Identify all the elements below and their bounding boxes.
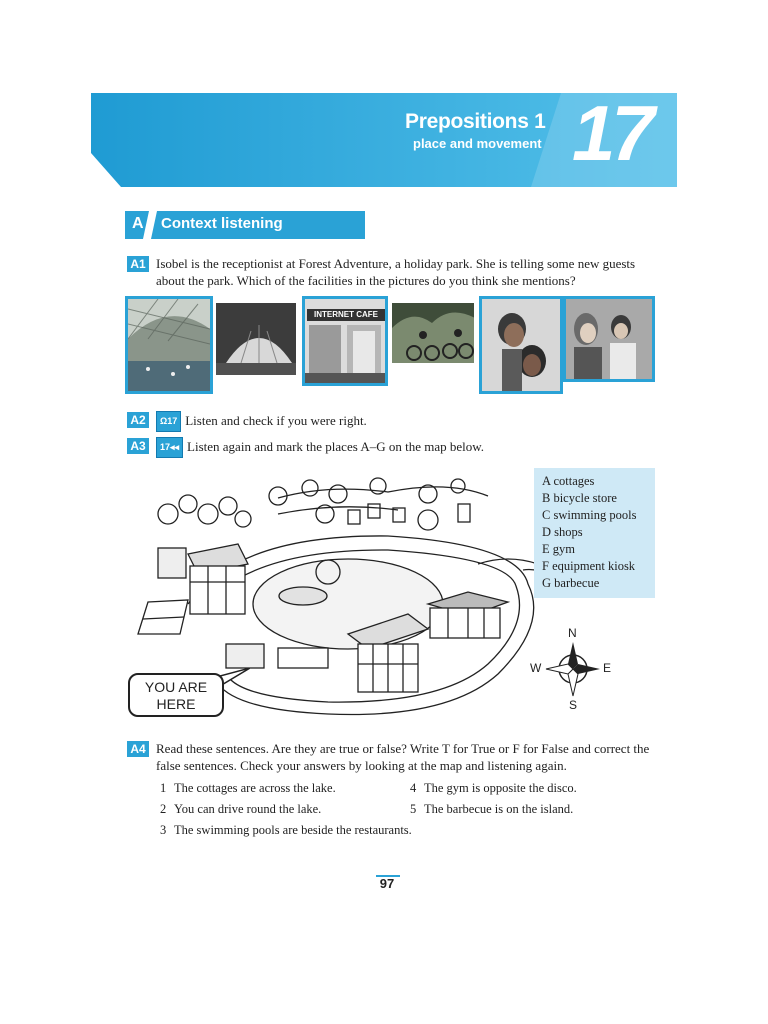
internet-cafe-photo (302, 296, 388, 386)
page-number: 97 (379, 876, 395, 891)
key-item: F equipment kiosk (542, 559, 636, 573)
statement-item (410, 781, 577, 796)
a4-text: Read these sentences. Are they are true or false? Write T for True or F for False and correct the false sentences. Check your answers by looking at the map and listening again. (156, 741, 650, 773)
key-item: D shops (542, 525, 583, 539)
hairdresser-photo (479, 296, 563, 394)
section-title: Context listening (161, 215, 283, 232)
callout-pointer (220, 668, 250, 688)
statement-item (160, 823, 412, 838)
you-are-here-line1: YOU ARE (144, 679, 208, 695)
statement-item (410, 802, 573, 817)
statement-text: The gym is opposite the disco. (424, 781, 577, 795)
you-are-here-line2: HERE (156, 696, 196, 712)
a2-text: Listen and check if you were right. (185, 413, 367, 428)
disco-photo (563, 296, 655, 382)
a2-tag: A2 (127, 412, 149, 428)
hairdresser-image (482, 299, 560, 391)
statement-text: You can drive round the lake. (174, 802, 322, 816)
cafe-storefront (305, 299, 385, 383)
a1-text: Isobel is the receptionist at Forest Adventure, a holiday park. She is telling some new guests about the park. Which of the facilities in the pictures do you think she mentions? (156, 256, 636, 288)
map-key (534, 468, 655, 598)
a4-tag: A4 (127, 741, 149, 757)
key-item: C swimming pools (542, 508, 637, 522)
swimming-pool-photo (125, 296, 213, 394)
dancing-people-image (566, 299, 652, 379)
statement-text: The cottages are across the lake. (174, 781, 336, 795)
a2-line (156, 411, 636, 432)
compass-south: S (569, 698, 578, 712)
cyclists-image (392, 303, 477, 366)
compass-north: N (568, 626, 577, 640)
statement-text: The swimming pools are beside the restaurants. (174, 823, 412, 837)
statement-number: 5 (410, 802, 417, 816)
compass-rose (530, 624, 620, 714)
statement-number: 4 (410, 781, 417, 795)
a1-tag: A1 (127, 256, 149, 272)
statement-text: The barbecue is on the island. (424, 802, 574, 816)
pool-dome-image (128, 299, 210, 391)
a3-text: Listen again and mark the places A–G on the map below. (187, 439, 485, 454)
key-item: G barbecue (542, 576, 600, 590)
you-are-here-callout (128, 673, 224, 717)
unit-number: 17 (572, 89, 651, 177)
section-letter: A (132, 215, 144, 232)
cafe-sign: INTERNET CAFE (307, 309, 385, 321)
bicycles-photo (389, 300, 477, 366)
statement-number: 1 (160, 781, 167, 795)
key-item: E gym (542, 542, 575, 556)
audio-track-badge[interactable]: Ω17 (156, 411, 181, 432)
compass-west: W (530, 661, 542, 675)
tent-photo (213, 300, 299, 378)
tent-image (216, 303, 299, 378)
photo-strip (125, 296, 655, 394)
statement-number: 3 (160, 823, 167, 837)
statement-item (160, 781, 336, 796)
unit-subtitle: place and movement (413, 136, 542, 151)
a3-tag: A3 (127, 438, 149, 454)
statement-item (160, 802, 321, 817)
a3-line (156, 437, 636, 458)
unit-title: Prepositions 1 (405, 110, 546, 133)
audio-replay-badge[interactable]: 17◂◂ (156, 437, 183, 458)
key-item: A cottages (542, 474, 595, 488)
statement-number: 2 (160, 802, 167, 816)
key-item: B bicycle store (542, 491, 617, 505)
compass-east: E (603, 661, 612, 675)
